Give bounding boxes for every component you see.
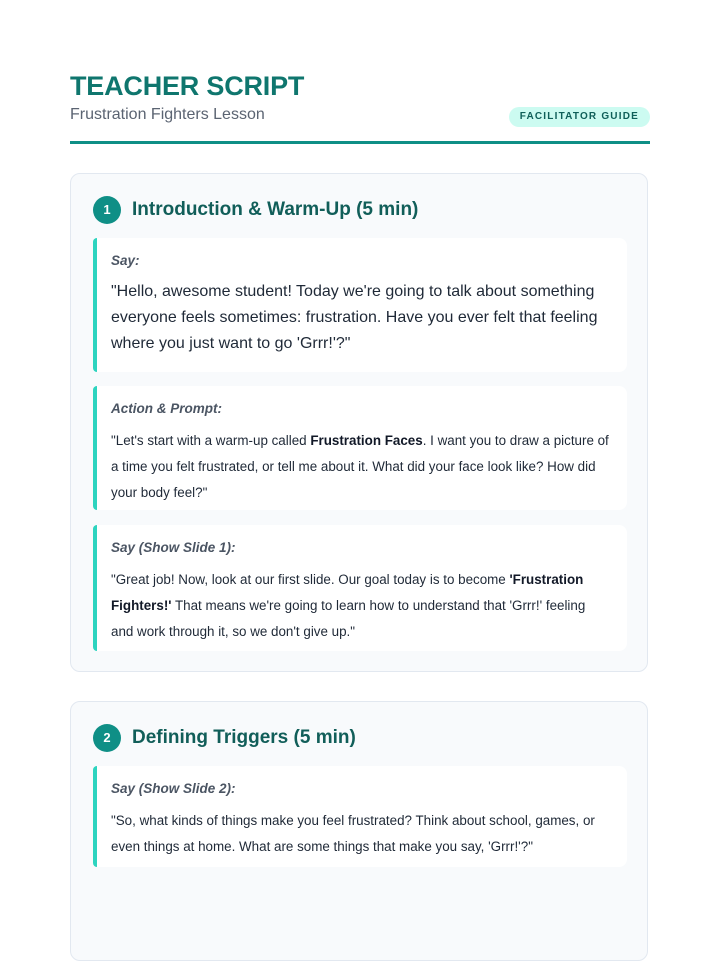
card-label: Say:: [111, 253, 140, 268]
card-label: Action & Prompt:: [111, 401, 222, 416]
script-card-say-slide-2: [93, 766, 627, 867]
script-card-action-prompt: [93, 386, 627, 510]
card-text-part: "Let's start with a warm-up called: [111, 433, 311, 448]
page-subtitle: Frustration Fighters Lesson: [70, 106, 265, 123]
card-text: [111, 567, 611, 645]
card-text-part: That means we're going to learn how to understand that 'Grrr!' feeling and work through it, so we don't give up.": [111, 598, 586, 639]
section-number-badge: 2: [93, 724, 121, 752]
card-text: "Hello, awesome student! Today we're going to talk about something everyone feels sometimes: frustration. Have you ever felt that feeling where you just want to go 'Grrr!'?": [111, 283, 598, 352]
section-title: Defining Triggers (5 min): [132, 727, 356, 748]
header: [70, 70, 650, 146]
section-introduction: [70, 173, 648, 672]
section-title: Introduction & Warm-Up (5 min): [132, 199, 419, 220]
card-text-part: "Great job! Now, look at our first slide. Our goal today is to become: [111, 572, 510, 587]
card-text-bold: 'Frustration Fighters!': [111, 572, 584, 613]
card-label: Say (Show Slide 1):: [111, 540, 236, 555]
card-label: Say (Show Slide 2):: [111, 781, 236, 796]
card-text-part: . I want you to draw a picture of a time you felt frustrated, or tell me about it. What did your face look like? How did your body feel?": [111, 433, 609, 500]
facilitator-badge: FACILITATOR GUIDE: [509, 107, 650, 127]
script-card-say-slide-1: [93, 525, 627, 651]
page-title: TEACHER SCRIPT: [70, 71, 305, 101]
card-text: [111, 428, 611, 506]
card-text: "So, what kinds of things make you feel frustrated? Think about school, games, or even things at home. What are some things that make you say, 'Grrr!'?": [111, 813, 595, 854]
script-card-say: [93, 238, 627, 372]
card-text-bold: Frustration Faces: [310, 433, 423, 448]
section-defining-triggers: [70, 701, 648, 961]
section-number-badge: 1: [93, 196, 121, 224]
header-divider: [70, 141, 650, 144]
